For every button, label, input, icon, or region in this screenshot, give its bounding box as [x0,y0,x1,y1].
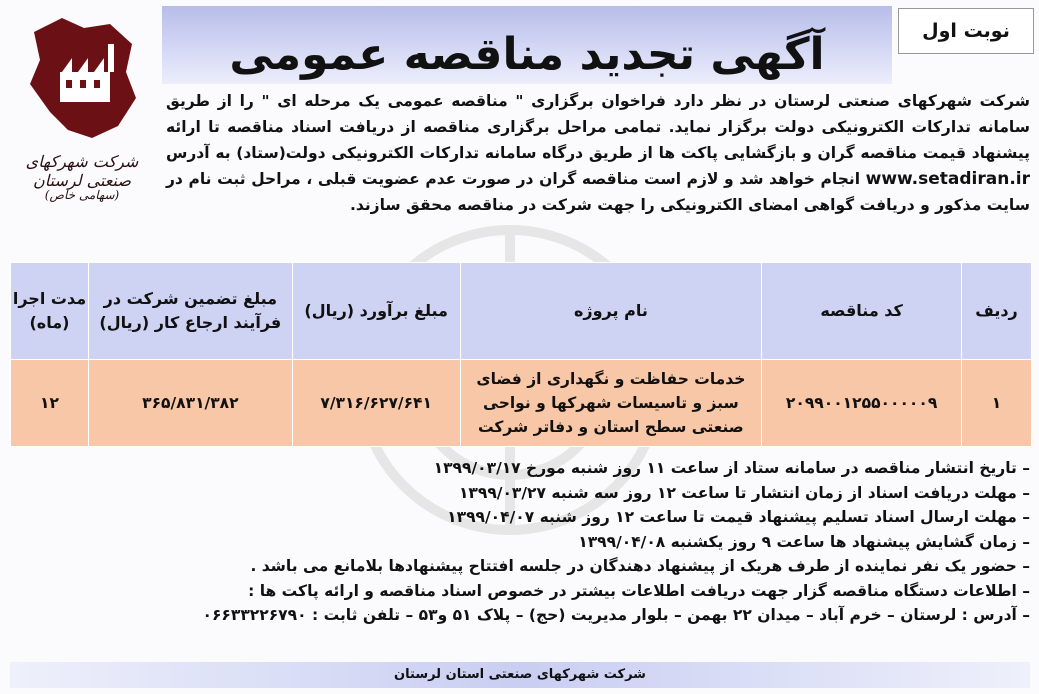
intro-paragraph [166,88,1030,218]
cell-guarantee-amount: ۳۶۵/۸۳۱/۳۸۲ [88,360,292,447]
table-row [11,360,1032,447]
header-tender-code: کد مناقصه [762,263,962,360]
round-badge: نوبت اول [898,8,1034,54]
detail-address-phone: – آدرس : لرستان – خرم آباد – میدان ۲۲ بهمن – بلوار مدیریت (حج) – پلاک ۵۱ و۵۳ – تلفن ثابت : ۰۶۶۳۳۲۲۶۷۹۰ [202,606,1030,624]
cell-project-name: خدمات حفاظت و نگهداری از فضای سبز و تاسیسات شهرکها و نواحی صنعتی سطح استان و دفاتر شرکت [460,360,762,447]
cell-estimate-amount: ۷/۳۱۶/۶۲۷/۶۴۱ [292,360,460,447]
header-row-number: ردیف [962,263,1032,360]
cell-duration: ۱۲ [11,360,89,447]
header-duration: مدت اجرا (ماه) [11,263,89,360]
cell-row-number: ۱ [962,360,1032,447]
intro-text-after-url: انجام خواهد شد و لازم است مناقصه گران در صورت عدم عضویت قبلی ، مراحل ثبت نام در سایت مذکور و دریافت گواهی امضای الکترونیکی را جهت شرکت در مناقصه محقق سازند. [166,170,1030,214]
header-estimate-amount: مبلغ برآورد (ریال) [292,263,460,360]
detail-document-deadline: – مهلت دریافت اسناد از زمان انتشار تا ساعت ۱۲ روز سه شنبه ۱۳۹۹/۰۳/۲۷ [458,483,1030,502]
header-guarantee-amount: مبلغ تضمین شرکت در فرآیند ارجاع کار (ریال) [88,263,292,360]
detail-attendance-note: – حضور یک نفر نماینده از طرف هریک از پیشنهاد دهندگان در جلسه افتتاح پیشنهادها بلامانع می باشد . [250,557,1030,575]
cell-tender-code: ۲۰۹۹۰۰۱۲۵۵۰۰۰۰۰۹ [762,360,962,447]
logo-company-name: شرکت شهرکهای صنعتی لرستان [25,152,139,190]
detail-publish-date: – تاریخ انتشار مناقصه در سامانه ستاد از ساعت ۱۱ روز شنبه مورخ ۱۳۹۹/۰۳/۱۷ [433,459,1030,477]
logo-company-type: (سهامی خاص) [44,188,120,202]
details-list [10,456,1030,628]
factory-map-icon [22,14,142,144]
company-logo [4,6,160,212]
header-band [162,6,892,84]
tender-table [10,262,1032,447]
header-project-name: نام پروژه [460,263,762,360]
detail-contact-info-title: – اطلاعات دستگاه مناقصه گزار جهت دریافت اطلاعات بیشتر در خصوص اسناد مناقصه و ارائه پاکت ها : [248,581,1030,600]
table-header-row [11,263,1032,360]
page-title: آگهی تجدید مناقصه عمومی [229,29,825,80]
intro-text-before-url: شرکت شهرکهای صنعتی لرستان در نظر دارد فراخوان برگزاری " مناقصه عمومی یک مرحله ای " را از طریق سامانه تدارکات الکترونیکی دولت برگزار نماید. تمامی مراحل برگزاری مناقصه از دریافت اسناد مناقصه تا ارائه پیشنهاد قیمت مناقصه گران و بازگشایی پاکت ها از طریق درگاه سامانه تدارکات الکترونیکی دولت(ستاد) به آدرس [166,92,1030,162]
detail-opening-time: – زمان گشایش پیشنهاد ها ساعت ۹ روز یکشنبه ۱۳۹۹/۰۴/۰۸ [578,532,1030,551]
detail-submission-deadline: – مهلت ارسال اسناد تسلیم پیشنهاد قیمت تا ساعت ۱۲ روز شنبه ۱۳۹۹/۰۴/۰۷ [447,508,1030,526]
setad-website-link[interactable]: www.setadiran.ir [865,169,1030,189]
footer-company-name: شرکت شهرکهای صنعتی استان لرستان [10,662,1030,688]
